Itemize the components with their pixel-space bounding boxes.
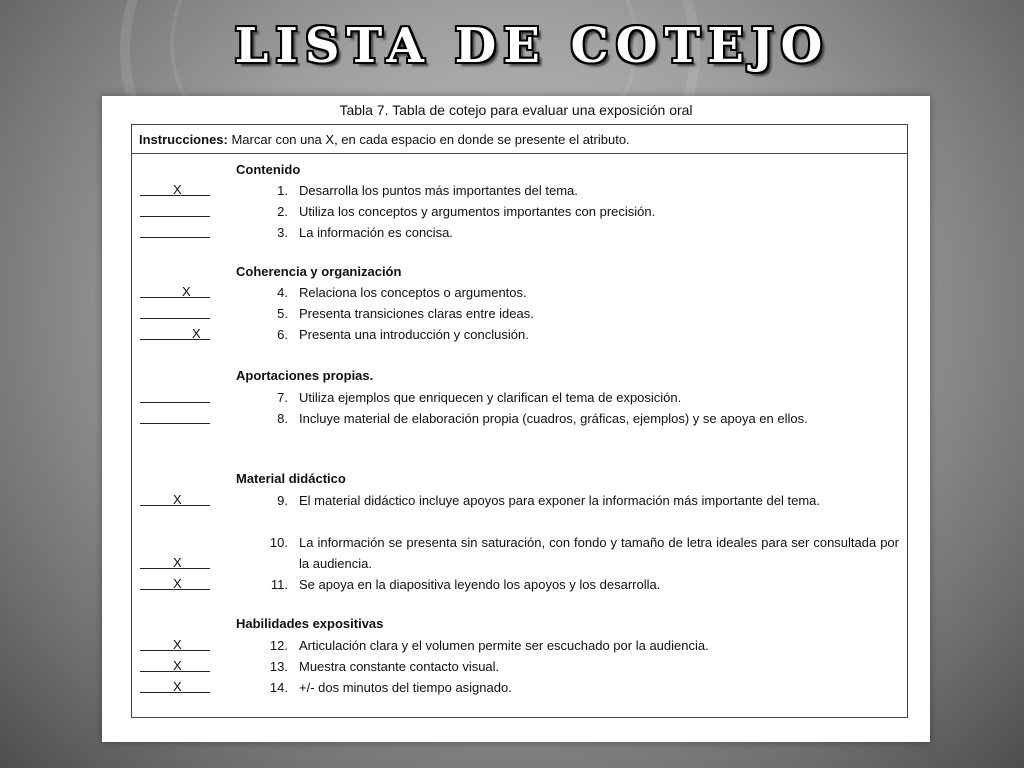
slide-title: LISTA DE COTEJO bbox=[234, 18, 830, 74]
item-number: 6. bbox=[277, 327, 288, 342]
check-mark: X bbox=[182, 284, 191, 299]
item-text: La información se presenta sin saturación, con fondo y tamaño de letra ideales para ser consultada por la audiencia. bbox=[299, 535, 899, 571]
check-mark: X bbox=[173, 576, 182, 591]
item-text: Muestra constante contacto visual. bbox=[299, 659, 500, 674]
item-text: Relaciona los conceptos o argumentos. bbox=[299, 285, 527, 300]
check-blank-13 bbox=[140, 656, 210, 672]
item-text: Articulación clara y el volumen permite ser escuchado por la audiencia. bbox=[299, 638, 709, 653]
item-text: Desarrolla los puntos más importantes del tema. bbox=[299, 183, 578, 198]
check-blank-3 bbox=[140, 222, 210, 238]
item-text: Presenta transiciones claras entre ideas. bbox=[299, 306, 534, 321]
item-number: 12. bbox=[269, 638, 288, 653]
check-mark: X bbox=[173, 492, 182, 507]
item-number: 11. bbox=[270, 577, 288, 592]
item-text: Presenta una introducción y conclusión. bbox=[299, 327, 529, 342]
check-blank-14 bbox=[140, 677, 210, 693]
item-text: Se apoya en la diapositiva leyendo los apoyos y los desarrolla. bbox=[299, 577, 661, 592]
instructions-text: Marcar con una X, en cada espacio en donde se presente el atributo. bbox=[227, 132, 630, 147]
instructions-label: Instrucciones: bbox=[139, 132, 228, 147]
check-mark: X bbox=[192, 326, 201, 341]
item-number: 7. bbox=[277, 390, 288, 405]
check-blank-9 bbox=[140, 490, 210, 506]
item-text: Utiliza ejemplos que enriquecen y clarifican el tema de exposición. bbox=[299, 390, 682, 405]
item-number: 5. bbox=[277, 306, 288, 321]
item-text: +/- dos minutos del tiempo asignado. bbox=[299, 680, 512, 695]
instructions-row bbox=[132, 125, 907, 154]
check-blank-6 bbox=[140, 324, 210, 340]
check-mark: X bbox=[173, 555, 182, 570]
check-mark: X bbox=[173, 658, 182, 673]
item-number: 14. bbox=[269, 680, 288, 695]
check-mark: X bbox=[173, 637, 182, 652]
check-blank-12 bbox=[140, 635, 210, 651]
item-text: El material didáctico incluye apoyos para exponer la información más importante del tema. bbox=[299, 493, 820, 508]
item-number: 1. bbox=[277, 183, 288, 198]
check-mark: X bbox=[173, 679, 182, 694]
item-number: 2. bbox=[277, 204, 288, 219]
section-heading-coherencia: Coherencia y organización bbox=[236, 264, 402, 279]
check-blank-1 bbox=[140, 180, 210, 196]
check-mark: X bbox=[173, 182, 182, 197]
section-heading-material: Material didáctico bbox=[236, 471, 346, 486]
table-caption: Tabla 7. Tabla de cotejo para evaluar una exposición oral bbox=[339, 102, 693, 118]
check-blank-7 bbox=[140, 387, 210, 403]
item-number: 3. bbox=[277, 225, 288, 240]
item-number: 8. bbox=[277, 411, 288, 426]
item-number: 10. bbox=[269, 535, 288, 550]
section-heading-aportaciones: Aportaciones propias. bbox=[236, 368, 374, 383]
item-text: Incluye material de elaboración propia (cuadros, gráficas, ejemplos) y se apoya en ellos. bbox=[299, 411, 808, 426]
item-text: Utiliza los conceptos y argumentos importantes con precisión. bbox=[299, 204, 656, 219]
item-text: La información es concisa. bbox=[299, 225, 453, 240]
section-heading-habilidades: Habilidades expositivas bbox=[236, 616, 384, 631]
section-heading-contenido: Contenido bbox=[236, 162, 301, 177]
check-blank-11 bbox=[140, 574, 210, 590]
check-blank-8 bbox=[140, 408, 210, 424]
item-number: 9. bbox=[277, 493, 288, 508]
checklist-table bbox=[131, 124, 908, 718]
check-blank-5 bbox=[140, 303, 210, 319]
check-blank-4 bbox=[140, 282, 210, 298]
check-blank-2 bbox=[140, 201, 210, 217]
check-blank-10 bbox=[140, 553, 210, 569]
item-number: 4. bbox=[277, 285, 288, 300]
document-image bbox=[102, 96, 930, 742]
item-number: 13. bbox=[269, 659, 288, 674]
